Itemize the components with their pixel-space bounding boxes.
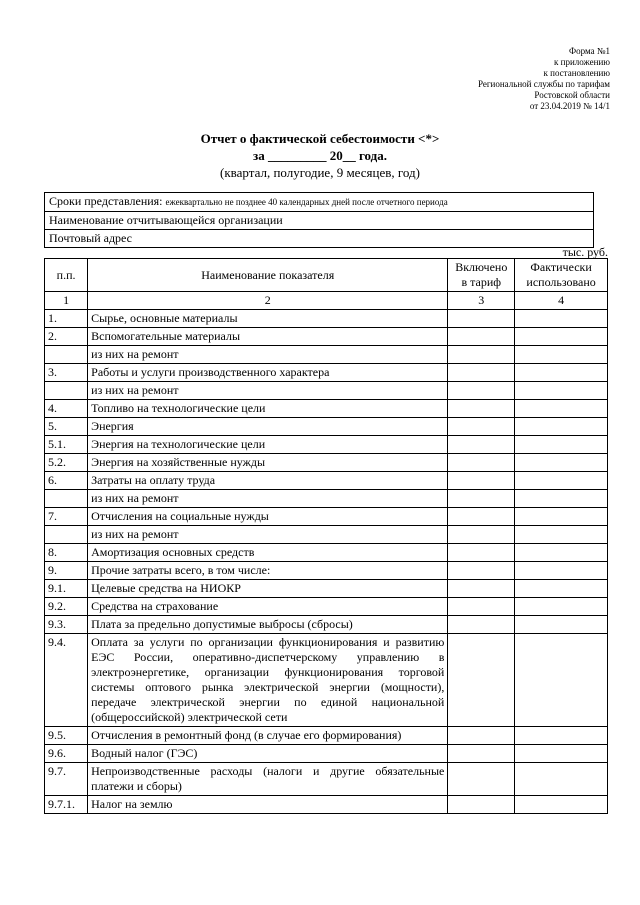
table-header-row [45,259,608,292]
info-table [44,192,594,248]
row-number: 8. [45,544,88,562]
row-indicator: Сырье, основные материалы [88,310,448,328]
row-tariff-value[interactable] [448,364,515,382]
row-indicator: Топливо на технологические цели [88,400,448,418]
units-label: тыс. руб. [562,245,608,259]
table-row [45,544,608,562]
table-row [45,382,608,400]
row-tariff-value[interactable] [448,436,515,454]
row-indicator: Энергия [88,418,448,436]
row-number: 5. [45,418,88,436]
form-header [478,46,610,112]
header-line: к постановлению [543,68,610,78]
row-indicator: из них на ремонт [88,490,448,508]
table-row [45,454,608,472]
table-row [45,634,608,727]
colnum-1: 1 [45,292,88,310]
table-row [45,745,608,763]
row-actual-value[interactable] [515,634,608,727]
row-number [45,382,88,400]
row-tariff-value[interactable] [448,418,515,436]
info-row [45,212,594,230]
colnum-2: 2 [88,292,448,310]
row-number: 9.6. [45,745,88,763]
deadline-cell [45,193,594,212]
row-tariff-value[interactable] [448,745,515,763]
table-row [45,472,608,490]
row-indicator: Средства на страхование [88,598,448,616]
row-actual-value[interactable] [515,400,608,418]
row-indicator: из них на ремонт [88,382,448,400]
row-indicator: Прочие затраты всего, в том числе: [88,562,448,580]
row-indicator: Плата за предельно допустимые выбросы (сбросы) [88,616,448,634]
header-line: Ростовской области [534,90,610,100]
row-number: 3. [45,364,88,382]
row-actual-value[interactable] [515,454,608,472]
table-row [45,763,608,796]
row-number [45,526,88,544]
table-row [45,508,608,526]
row-actual-value[interactable] [515,490,608,508]
row-tariff-value[interactable] [448,544,515,562]
row-number: 1. [45,310,88,328]
info-row [45,230,594,248]
row-indicator: Энергия на хозяйственные нужды [88,454,448,472]
table-row [45,364,608,382]
table-colnum-row [45,292,608,310]
row-number: 9.3. [45,616,88,634]
header-actual: Фактически использовано [515,259,608,292]
deadline-text: ежеквартально не позднее 40 календарных дней после отчетного периода [165,197,448,207]
row-number: 6. [45,472,88,490]
row-indicator: Отчисления в ремонтный фонд (в случае его формирования) [88,727,448,745]
row-actual-value[interactable] [515,745,608,763]
row-actual-value[interactable] [515,763,608,796]
row-actual-value[interactable] [515,616,608,634]
row-indicator: из них на ремонт [88,346,448,364]
row-indicator: Энергия на технологические цели [88,436,448,454]
table-row [45,727,608,745]
row-tariff-value[interactable] [448,382,515,400]
row-number: 5.2. [45,454,88,472]
header-name: Наименование показателя [88,259,448,292]
row-actual-value[interactable] [515,544,608,562]
row-actual-value[interactable] [515,562,608,580]
row-tariff-value[interactable] [448,580,515,598]
row-actual-value[interactable] [515,310,608,328]
row-tariff-value[interactable] [448,328,515,346]
row-indicator: Целевые средства на НИОКР [88,580,448,598]
row-actual-value[interactable] [515,796,608,814]
row-actual-value[interactable] [515,436,608,454]
table-row [45,580,608,598]
row-actual-value[interactable] [515,364,608,382]
row-tariff-value[interactable] [448,616,515,634]
row-tariff-value[interactable] [448,634,515,727]
row-number [45,490,88,508]
row-indicator: Работы и услуги производственного характера [88,364,448,382]
row-indicator: Затраты на оплату труда [88,472,448,490]
header-line: от 23.04.2019 № 14/1 [529,101,610,111]
row-number: 5.1. [45,436,88,454]
row-actual-value[interactable] [515,526,608,544]
row-indicator: Водный налог (ГЭС) [88,745,448,763]
header-line: Региональной службы по тарифам [477,79,610,89]
row-indicator: из них на ремонт [88,526,448,544]
row-number [45,346,88,364]
row-indicator: Непроизводственные расходы (налоги и другие обязательные платежи и сборы) [88,763,448,796]
deadline-label: Сроки представления: [49,194,166,208]
row-indicator: Вспомогательные материалы [88,328,448,346]
cost-table [44,258,608,814]
table-row [45,400,608,418]
row-tariff-value[interactable] [448,400,515,418]
table-row [45,436,608,454]
table-row [45,562,608,580]
row-actual-value[interactable] [515,508,608,526]
table-row [45,526,608,544]
row-indicator: Оплата за услуги по организации функционирования и развитию ЕЭС России, оперативно-диспетчерскому управлению в электроэнергетике, организации функционирования торговой системы оптового рынка электрической энергии (мощности), передаче электрической энергии по единой национальной (общероссийской) электрической сети [88,634,448,727]
table-row [45,796,608,814]
colnum-4: 4 [515,292,608,310]
row-tariff-value[interactable] [448,598,515,616]
title-line-2: за _________ 20__ года. [252,148,387,163]
info-row [45,193,594,212]
row-indicator: Отчисления на социальные нужды [88,508,448,526]
row-indicator: Амортизация основных средств [88,544,448,562]
table-body [45,310,608,814]
table-row [45,310,608,328]
row-tariff-value[interactable] [448,508,515,526]
header-tariff: Включено в тариф [448,259,515,292]
row-number: 9.7. [45,763,88,796]
row-actual-value[interactable] [515,346,608,364]
header-line: к приложению [554,57,610,67]
row-tariff-value[interactable] [448,490,515,508]
row-number: 9.2. [45,598,88,616]
table-row [45,418,608,436]
row-actual-value[interactable] [515,472,608,490]
colnum-3: 3 [448,292,515,310]
org-name-cell[interactable]: Наименование отчитывающейся организации [45,212,594,230]
row-tariff-value[interactable] [448,727,515,745]
table-row [45,598,608,616]
row-actual-value[interactable] [515,727,608,745]
row-number: 7. [45,508,88,526]
row-actual-value[interactable] [515,418,608,436]
row-actual-value[interactable] [515,328,608,346]
row-tariff-value[interactable] [448,526,515,544]
table-row [45,328,608,346]
row-number: 2. [45,328,88,346]
row-actual-value[interactable] [515,598,608,616]
title-line-3: (квартал, полугодие, 9 месяцев, год) [220,165,420,180]
row-number: 4. [45,400,88,418]
report-title [0,130,640,181]
header-num: п.п. [45,259,88,292]
header-line: Форма №1 [569,46,610,56]
row-tariff-value[interactable] [448,763,515,796]
row-tariff-value[interactable] [448,562,515,580]
row-actual-value[interactable] [515,580,608,598]
row-number: 9. [45,562,88,580]
row-tariff-value[interactable] [448,472,515,490]
row-tariff-value[interactable] [448,346,515,364]
table-row [45,616,608,634]
row-tariff-value[interactable] [448,796,515,814]
table-row [45,346,608,364]
row-indicator: Налог на землю [88,796,448,814]
title-line-1: Отчет о фактической себестоимости <*> [200,131,440,146]
row-number: 9.1. [45,580,88,598]
row-number: 9.5. [45,727,88,745]
address-cell[interactable]: Почтовый адрес [45,230,594,248]
row-actual-value[interactable] [515,382,608,400]
row-number: 9.4. [45,634,88,727]
row-tariff-value[interactable] [448,454,515,472]
row-number: 9.7.1. [45,796,88,814]
table-row [45,490,608,508]
row-tariff-value[interactable] [448,310,515,328]
